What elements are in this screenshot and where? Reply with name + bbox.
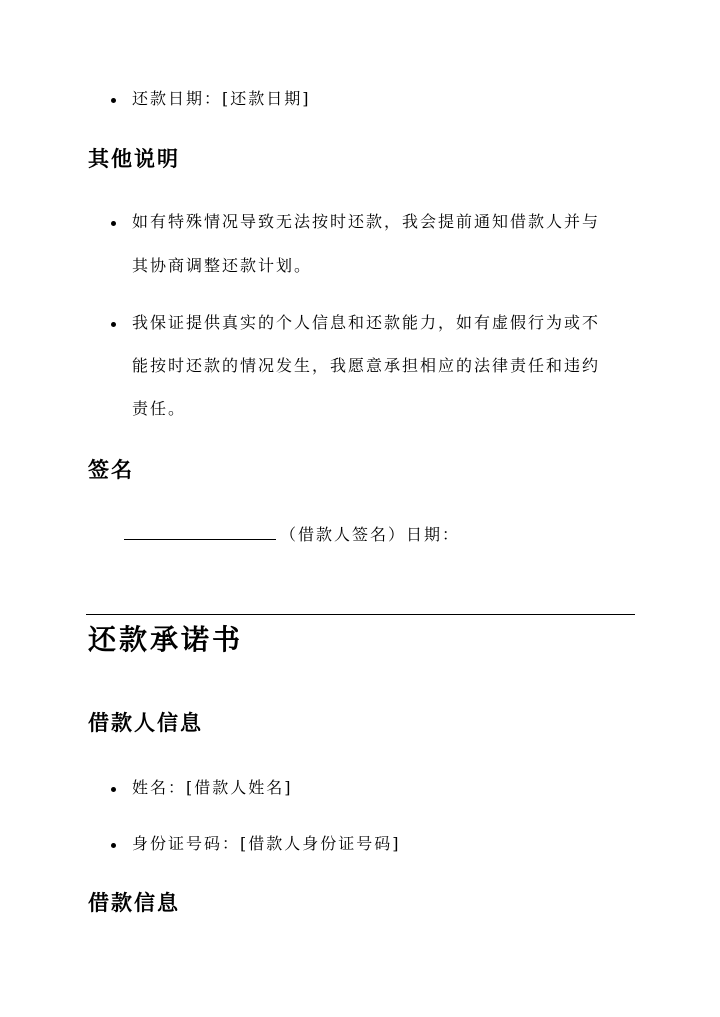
special-circumstances-line-1: 如有特殊情况导致无法按时还款，我会提前通知借款人并与 <box>132 212 601 231</box>
loan-info-heading: 借款信息 <box>88 890 180 915</box>
borrower-name-text: 姓名：[借款人姓名] <box>132 778 293 797</box>
document-title: 还款承诺书 <box>88 623 244 656</box>
repayment-date-text: 还款日期：[还款日期] <box>132 89 311 108</box>
bullet-icon <box>111 843 116 848</box>
signature-line-text: （借款人签名）日期： <box>280 525 461 544</box>
bullet-icon <box>111 322 116 327</box>
signature-heading: 签名 <box>88 457 134 482</box>
borrower-id-text: 身份证号码：[借款人身份证号码] <box>132 834 401 853</box>
signature-blank[interactable] <box>124 525 276 540</box>
other-notes-heading: 其他说明 <box>88 146 180 171</box>
bullet-icon <box>111 98 116 103</box>
borrower-info-heading: 借款人信息 <box>88 710 203 735</box>
section-divider <box>86 614 635 615</box>
bullet-icon <box>111 787 116 792</box>
bullet-icon <box>111 221 116 226</box>
signature-line <box>124 524 460 546</box>
guarantee-line-1: 我保证提供真实的个人信息和还款能力，如有虚假行为或不 <box>132 313 601 332</box>
guarantee-line-3: 责任。 <box>132 399 187 418</box>
special-circumstances-line-2: 其协商调整还款计划。 <box>132 256 313 275</box>
guarantee-line-2: 能按时还款的情况发生，我愿意承担相应的法律责任和违约 <box>132 356 601 375</box>
